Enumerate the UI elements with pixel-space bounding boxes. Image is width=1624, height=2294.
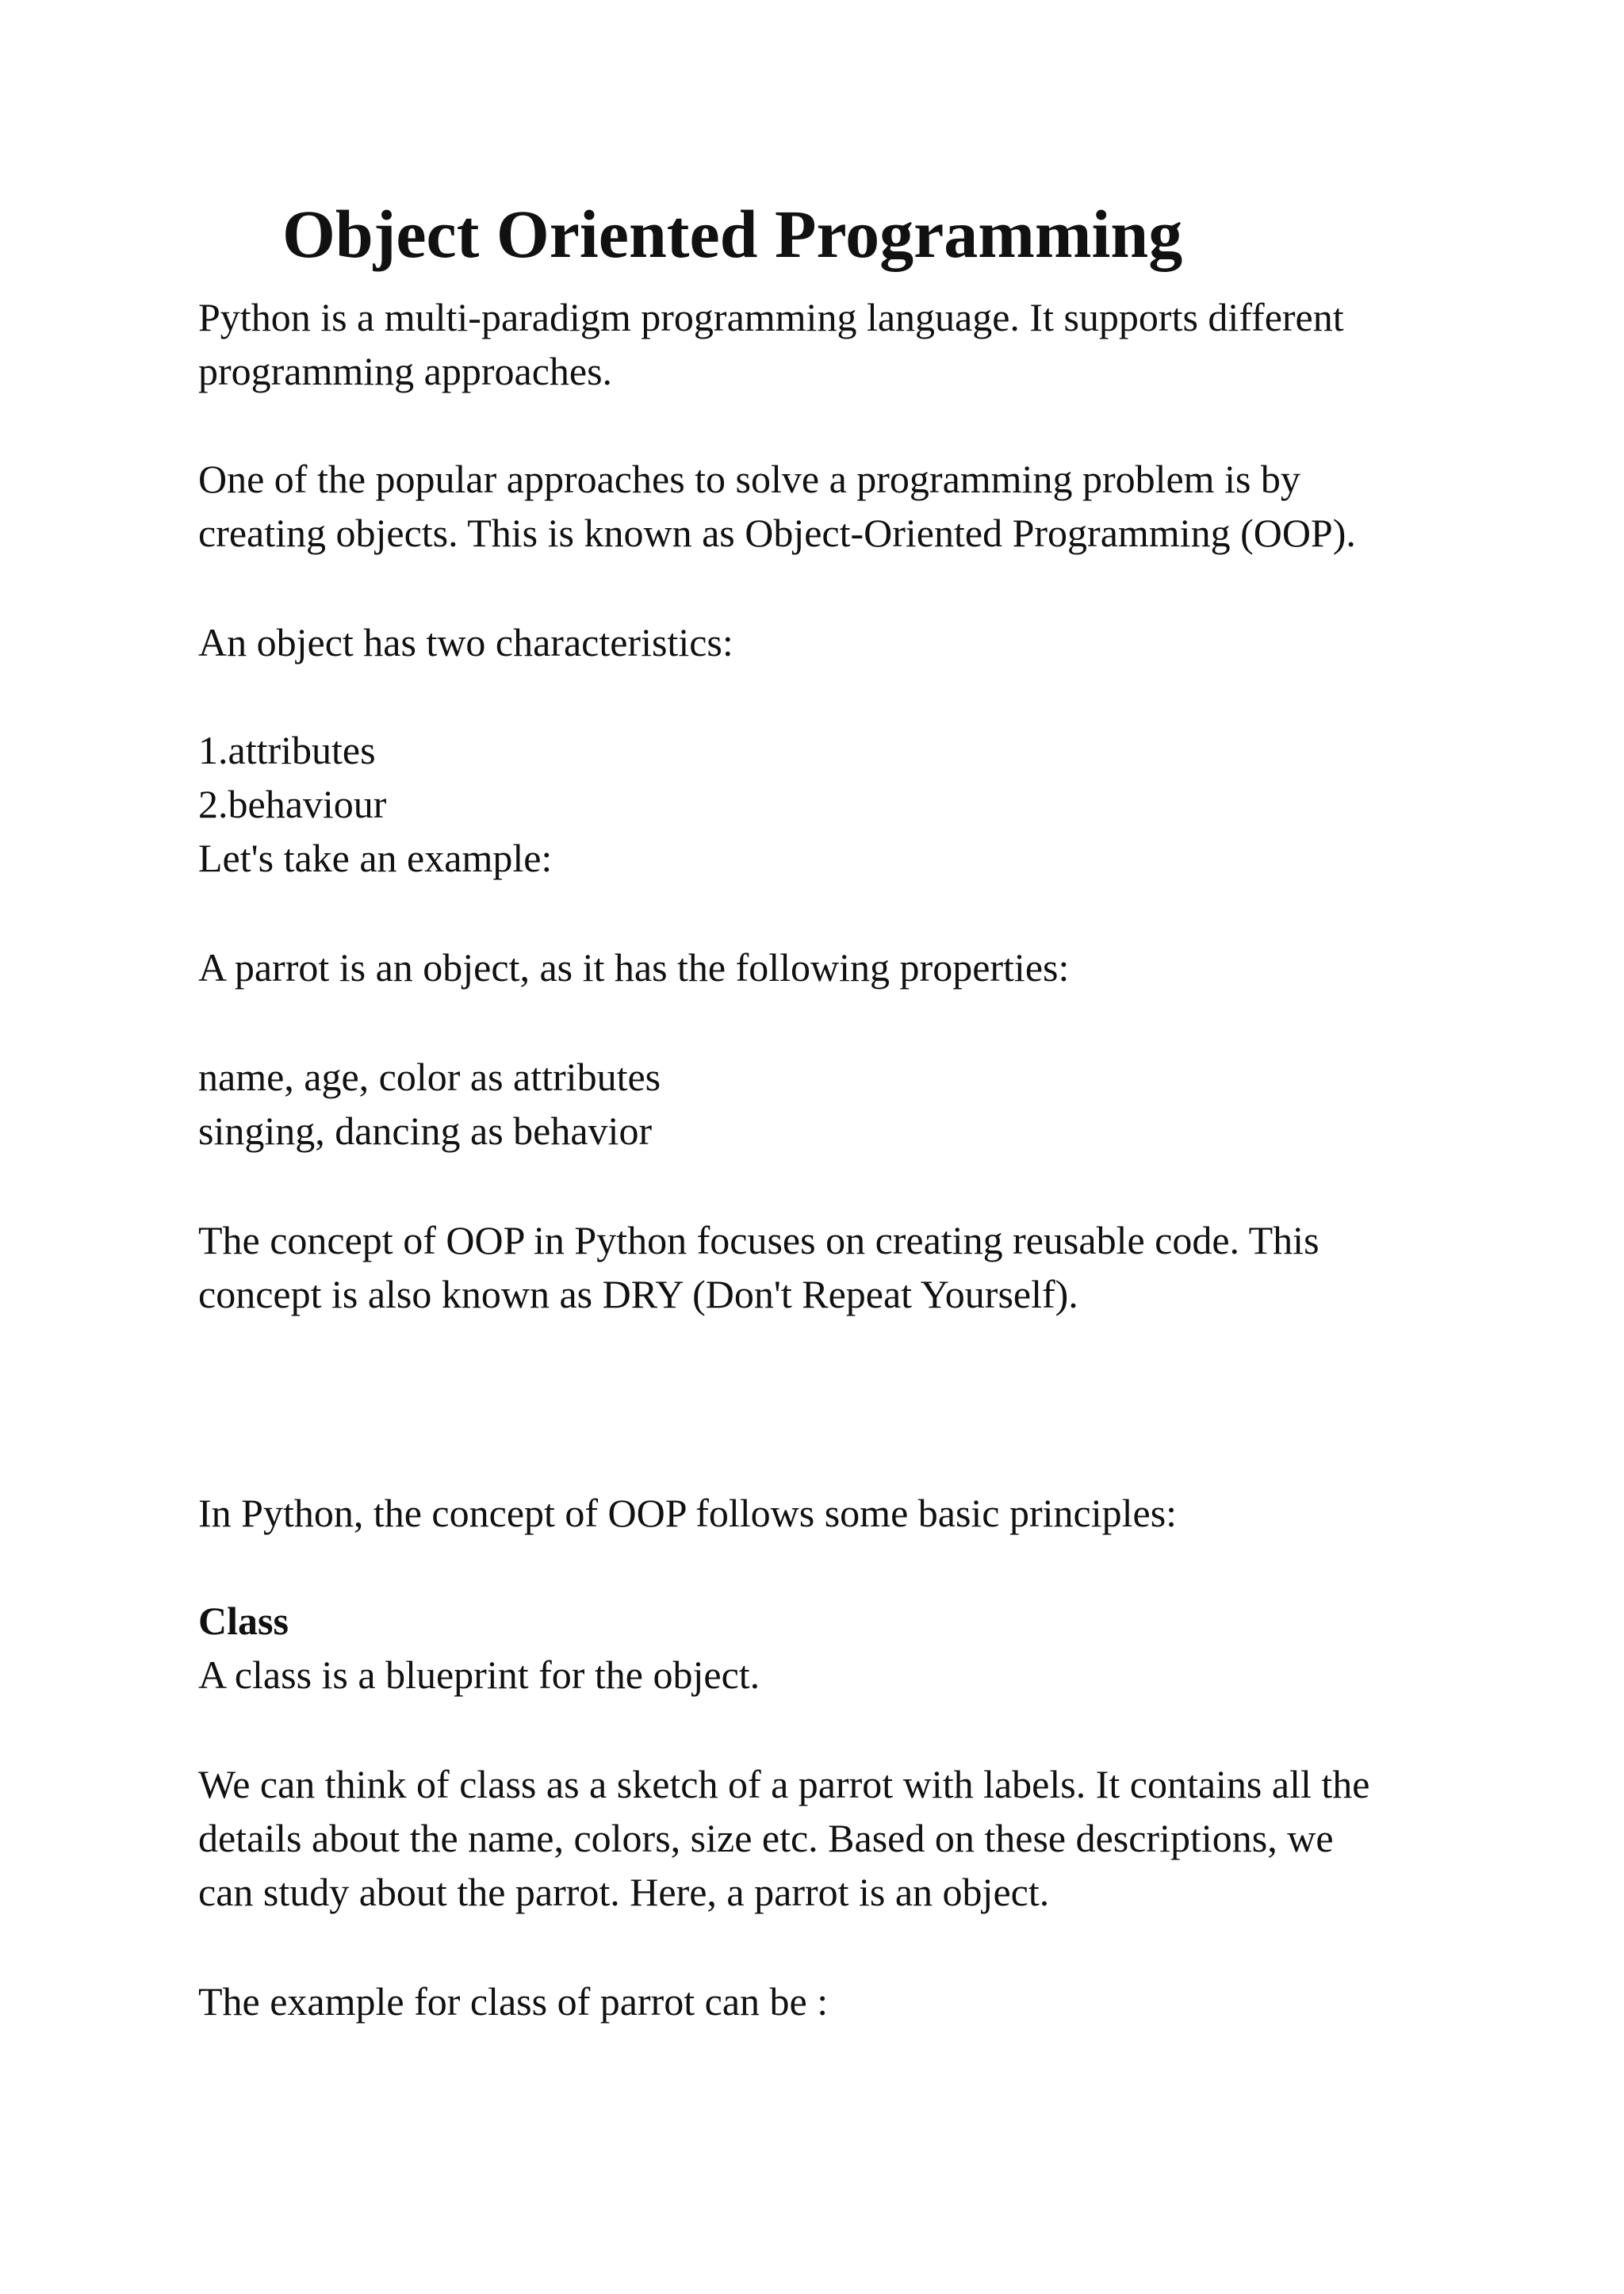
class-definition-line: A class is a blueprint for the object. [198,1653,760,1697]
list-item-attributes: 1.attributes [198,728,376,772]
class-description-line-1: We can think of class as a sketch of a parrot with labels. It contains all the [198,1762,1370,1806]
concept-line-2: concept is also known as DRY (Don't Repeat Yourself). [198,1272,1078,1316]
intro-line-1: Python is a multi-paradigm programming language. It supports different [198,295,1344,339]
parrot-behavior-line: singing, dancing as behavior [198,1109,653,1153]
list-item-behaviour: 2.behaviour [198,782,387,826]
example-intro-line: Let's take an example: [198,836,553,880]
concept-line-1: The concept of OOP in Python focuses on creating reusable code. This [198,1218,1320,1262]
class-description-line-3: can study about the parrot. Here, a parrot is an object. [198,1870,1050,1914]
document-title: Object Oriented Programming [282,196,1183,272]
principles-line: In Python, the concept of OOP follows some basic principles: [198,1491,1178,1535]
parrot-line: A parrot is an object, as it has the following properties: [198,945,1070,990]
class-description-line-2: details about the name, colors, size etc. Based on these descriptions, we [198,1816,1334,1860]
characteristics-line: An object has two characteristics: [198,620,733,664]
parrot-attributes-line: name, age, color as attributes [198,1055,661,1099]
approach-line-2: creating objects. This is known as Object-Oriented Programming (OOP). [198,511,1356,555]
class-heading: Class [198,1599,289,1643]
class-example-line: The example for class of parrot can be : [198,1979,829,2024]
intro-line-2: programming approaches. [198,349,613,393]
approach-line-1: One of the popular approaches to solve a programming problem is by [198,457,1300,501]
